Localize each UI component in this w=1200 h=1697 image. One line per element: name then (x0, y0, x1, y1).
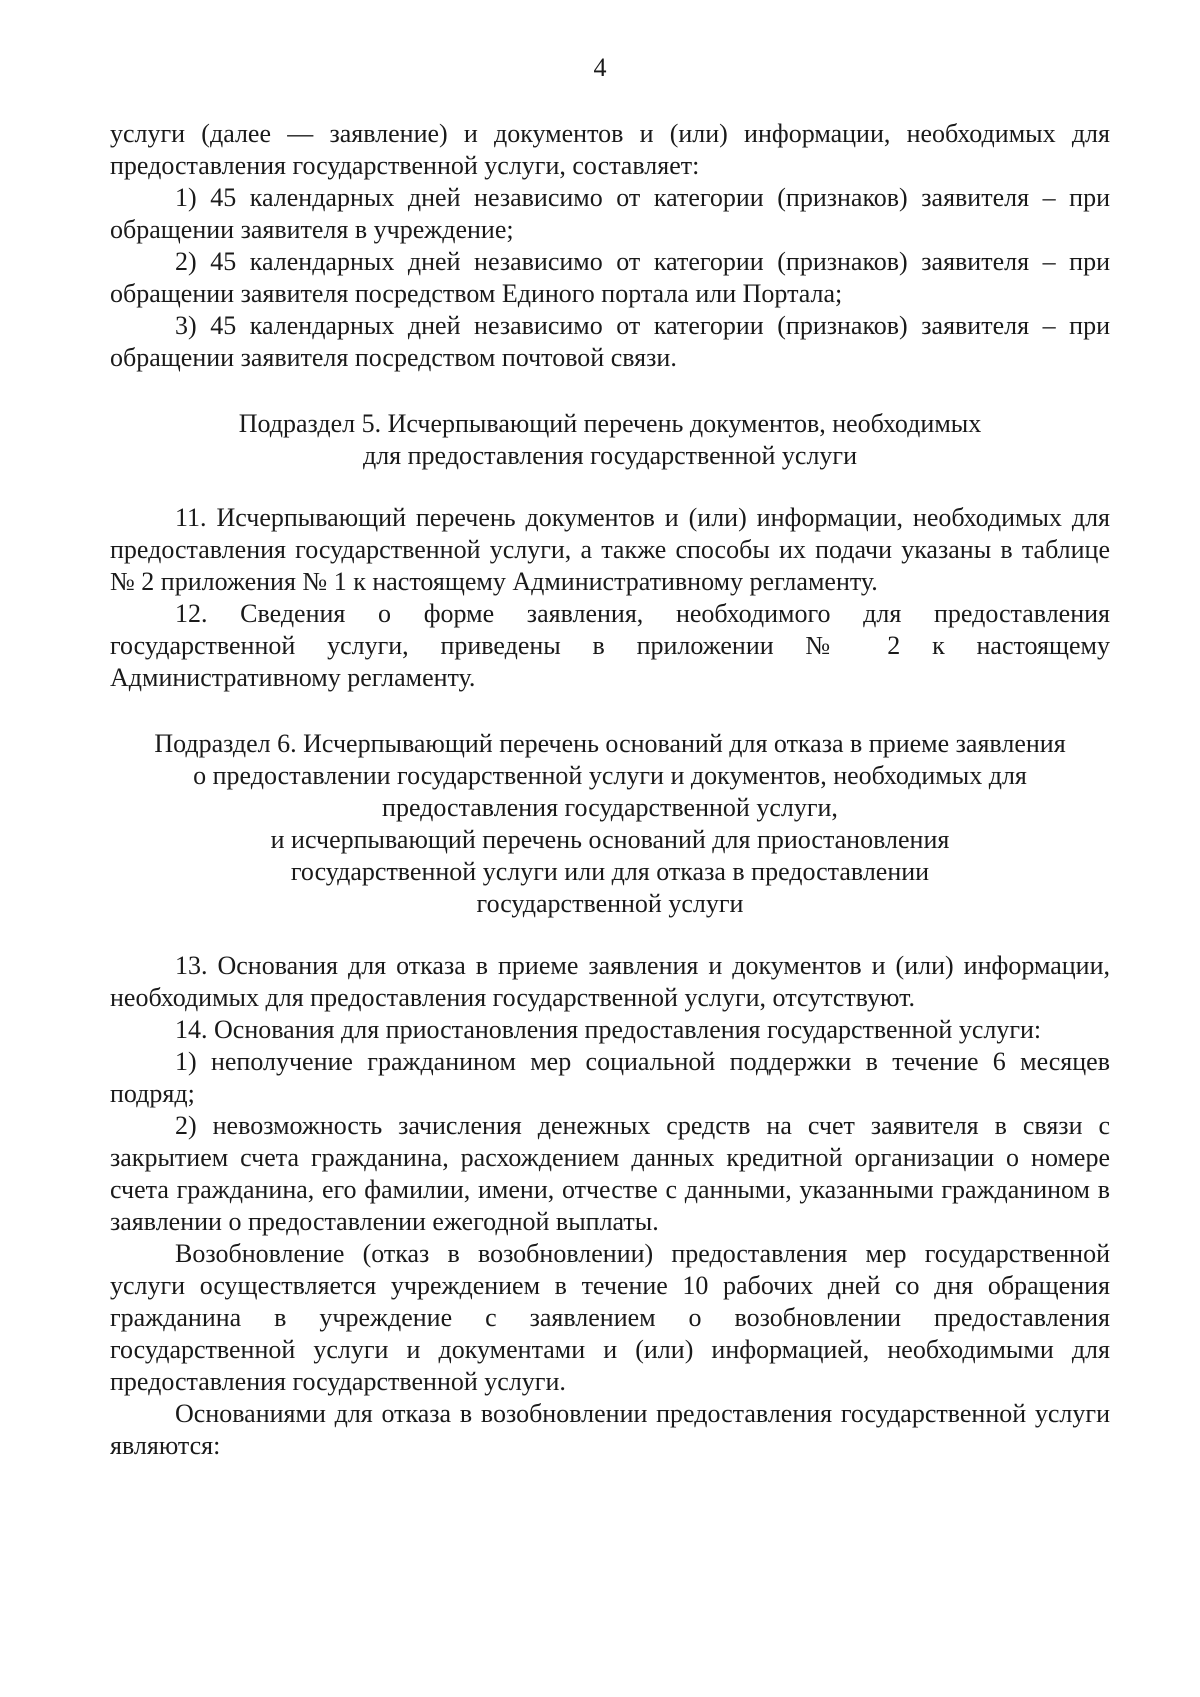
intro-paragraph: услуги (далее — заявление) и документов и (или) информации, необходимых для предоставления государственной услуги, составляет: (110, 119, 1110, 180)
subsection-6-heading (110, 728, 1110, 920)
resume-paragraph: Возобновление (отказ в возобновлении) предоставления мер государственной услуги осуществляется учреждением в течение 10 рабочих дней со дня обращения гражданина в учреждение с заявлением о возобновлении предоставления государственной услуги и документами и (или) информацией, необходимыми для предоставления государственной услуги. (110, 1239, 1110, 1396)
heading-line: государственной услуги (476, 889, 744, 918)
list-item: 1) 45 календарных дней независимо от категории (признаков) заявителя – при обращении заявителя в учреждение; (110, 183, 1110, 244)
heading-line: Подраздел 5. Исчерпывающий перечень документов, необходимых (238, 409, 982, 438)
heading-line: предоставления государственной услуги, (382, 793, 838, 822)
subsection-5-heading (110, 408, 1110, 472)
list-item: 1) неполучение гражданином мер социальной поддержки в течение 6 месяцев подряд; (110, 1047, 1110, 1108)
heading-line: о предоставлении государственной услуги и документов, необходимых для (193, 761, 1027, 790)
paragraph-13: 13. Основания для отказа в приеме заявления и документов и (или) информации, необходимых для предоставления государственной услуги, отсутствуют. (110, 951, 1110, 1012)
paragraph-14: 14. Основания для приостановления предоставления государственной услуги: (175, 1015, 1042, 1044)
list-item: 2) 45 календарных дней независимо от категории (признаков) заявителя – при обращении заявителя посредством Единого портала или Портала; (110, 247, 1110, 308)
paragraph-11: 11. Исчерпывающий перечень документов и (или) информации, необходимых для предоставления государственной услуги, а также способы их подачи указаны в таблице № 2 приложения № 1 к настоящему Административному регламенту. (110, 503, 1110, 596)
list-item: 3) 45 календарных дней независимо от категории (признаков) заявителя – при обращении заявителя посредством почтовой связи. (110, 311, 1110, 372)
page-number: 4 (593, 53, 607, 82)
heading-line: государственной услуги или для отказа в предоставлении (290, 857, 930, 886)
heading-line: для предоставления государственной услуги (362, 441, 858, 470)
heading-line: и исчерпывающий перечень оснований для приостановления (270, 825, 950, 854)
grounds-paragraph: Основаниями для отказа в возобновлении предоставления государственной услуги являются: (110, 1399, 1110, 1460)
document-body (110, 118, 1110, 1462)
heading-line: Подраздел 6. Исчерпывающий перечень оснований для отказа в приеме заявления (154, 729, 1066, 758)
paragraph-12: 12. Сведения о форме заявления, необходимого для предоставления государственной услуги, приведены в приложении № 2 к настоящему Административному регламенту. (110, 599, 1110, 692)
list-item: 2) невозможность зачисления денежных средств на счет заявителя в связи с закрытием счета гражданина, расхождением данных кредитной организации о номере счета гражданина, его фамилии, имени, отчестве с данными, указанными гражданином в заявлении о предоставлении ежегодной выплаты. (110, 1111, 1110, 1236)
